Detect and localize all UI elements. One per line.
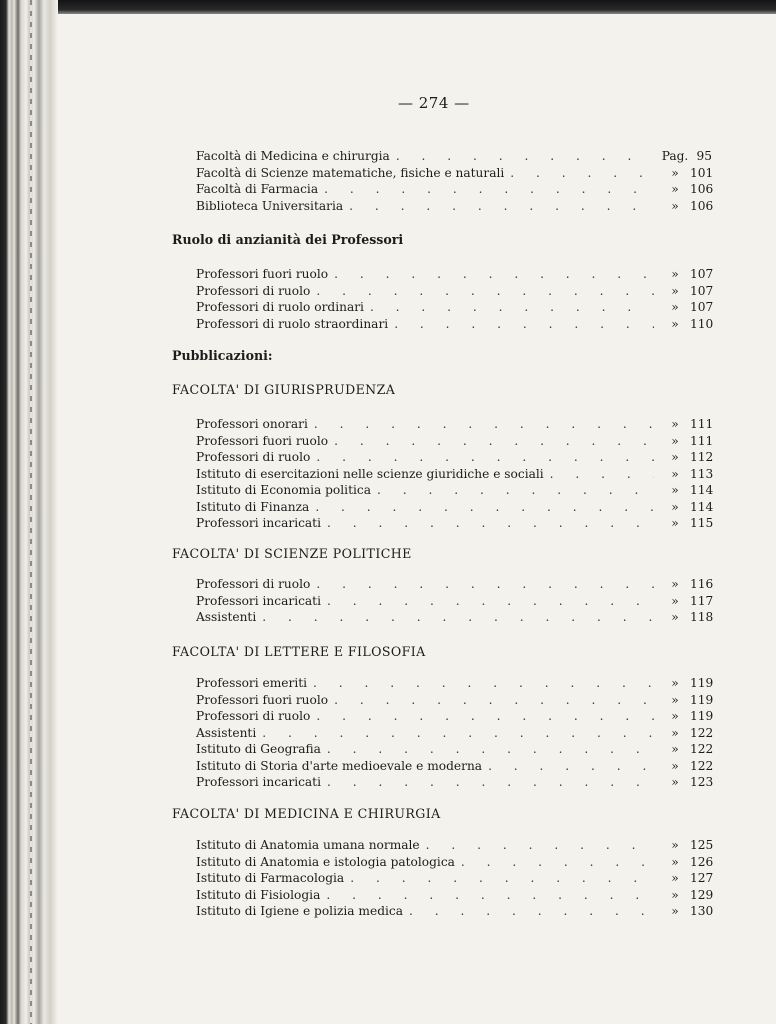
toc-entry-page-marker: »	[671, 316, 679, 331]
dot-leader	[426, 837, 654, 853]
toc-entry-page-number: 122	[690, 742, 714, 756]
toc-entry-page-marker: »	[671, 577, 679, 591]
dot-leader	[370, 299, 654, 315]
toc-entry-label: Istituto di Anatomia e istologia patologica	[196, 854, 455, 869]
toc-entry	[196, 758, 712, 774]
dot-leader	[326, 887, 654, 903]
section-heading: FACOLTA' DI GIURISPRUDENZA	[172, 382, 396, 397]
toc-entry	[196, 576, 712, 592]
dot-leader	[313, 675, 654, 691]
toc-entry-page-marker: »	[671, 758, 679, 773]
toc-entry-page-number: 127	[690, 871, 714, 885]
toc-entry-page-marker: »	[671, 610, 679, 624]
toc-entry-page-number: 130	[690, 904, 714, 918]
toc-entry-page-marker: »	[671, 283, 679, 298]
toc-entry-page-marker: »	[671, 300, 679, 314]
toc-entry-label: Istituto di Economia politica	[196, 483, 371, 497]
section-heading: Pubblicazioni:	[172, 348, 273, 363]
toc-entry-page-number: 110	[690, 316, 714, 331]
toc-entry-page-marker: »	[671, 871, 679, 885]
toc-entry-page-number: 116	[690, 577, 714, 591]
toc-entry-page-marker: »	[671, 165, 679, 180]
dot-leader	[550, 466, 654, 482]
toc-entry-page-marker: »	[671, 593, 679, 608]
toc-entry	[196, 774, 712, 790]
toc-entry-page-number: 119	[690, 709, 714, 723]
toc-entry	[196, 741, 712, 757]
document-page	[58, 14, 776, 1024]
toc-entry-page-number: 129	[690, 887, 714, 902]
toc-entry-page-number: 111	[690, 417, 714, 431]
toc-entry-page-number: 123	[690, 775, 714, 789]
toc-entry	[196, 499, 712, 515]
toc-entry-page-number: 119	[690, 692, 714, 707]
dot-leader	[327, 593, 654, 609]
toc-entry-page-number: 115	[690, 516, 714, 530]
toc-entry-label: Professori fuori ruolo	[196, 692, 329, 707]
toc-entry-label: Istituto di Farmacologia	[196, 871, 345, 885]
dot-leader	[349, 198, 654, 214]
dot-leader	[327, 741, 654, 757]
toc-entry-label: Professori di ruolo	[196, 283, 311, 298]
toc-entry-page-marker: »	[671, 676, 679, 690]
table-of-contents	[58, 14, 776, 1024]
toc-entry-page-marker: »	[671, 516, 679, 530]
dot-leader	[334, 266, 654, 282]
toc-entry-page-number: 112	[690, 450, 714, 464]
toc-entry-label: Professori incaricati	[196, 593, 321, 608]
toc-entry-label: Facoltà di Medicina e chirurgia	[196, 149, 390, 163]
dot-leader	[461, 854, 654, 870]
toc-entry-page-marker: »	[671, 198, 679, 213]
toc-entry-label: Istituto di Igiene e polizia medica	[196, 904, 403, 918]
toc-entry	[196, 266, 712, 282]
toc-entry-page-number: 119	[690, 676, 714, 690]
toc-entry-page-number: 107	[690, 283, 714, 298]
toc-entry-label: Istituto di esercitazioni nelle scienze giuridiche e sociali	[196, 466, 544, 481]
dot-leader	[350, 870, 654, 886]
toc-entry-label: Professori di ruolo straordinari	[196, 316, 389, 331]
toc-entry-label: Istituto di Finanza	[196, 499, 310, 514]
toc-entry-label: Istituto di Geografia	[196, 742, 321, 756]
toc-entry-label: Professori di ruolo	[196, 450, 311, 464]
toc-entry-page-number: 122	[690, 758, 714, 773]
dot-leader	[324, 181, 654, 197]
toc-entry-label: Professori di ruolo ordinari	[196, 300, 364, 314]
toc-entry	[196, 903, 712, 919]
toc-entry	[196, 299, 712, 315]
toc-entry	[196, 692, 712, 708]
toc-entry-label: Istituto di Storia d'arte medioevale e moderna	[196, 758, 483, 773]
toc-entry	[196, 482, 712, 498]
toc-entry-page-number: 114	[690, 483, 714, 497]
toc-entry-page-marker: »	[671, 725, 679, 740]
toc-entry	[196, 449, 712, 465]
toc-entry-label: Biblioteca Universitaria	[196, 198, 344, 213]
toc-entry	[196, 283, 712, 299]
toc-entry-label: Istituto di Anatomia umana normale	[196, 838, 420, 852]
toc-entry-page-number: 106	[690, 182, 714, 196]
toc-entry-page-marker: »	[671, 742, 679, 756]
section-heading: FACOLTA' DI MEDICINA E CHIRURGIA	[172, 806, 441, 821]
toc-entry-page-marker: »	[671, 499, 679, 514]
toc-entry-page-number: 125	[690, 838, 714, 852]
dot-leader	[316, 708, 654, 724]
toc-entry-page-marker: »	[671, 887, 679, 902]
toc-entry-page-number: 95	[696, 149, 712, 163]
toc-entry-label: Professori emeriti	[196, 676, 308, 690]
toc-entry-page-marker: »	[671, 854, 679, 869]
toc-entry	[196, 433, 712, 449]
dot-leader	[334, 433, 654, 449]
toc-entry-label: Professori di ruolo	[196, 709, 311, 723]
section-heading: Ruolo di anzianità dei Professori	[172, 232, 404, 247]
toc-entry	[196, 609, 712, 625]
dot-leader	[262, 725, 654, 741]
dot-leader	[409, 903, 654, 919]
toc-entry-page-number: 106	[690, 198, 714, 213]
toc-entry-page-number: 118	[690, 610, 714, 624]
toc-entry	[196, 870, 712, 886]
toc-entry-label: Assistenti	[196, 610, 257, 624]
toc-entry	[196, 675, 712, 691]
dot-leader	[314, 416, 654, 432]
toc-entry-page-number: 101	[690, 165, 714, 180]
section-heading: FACOLTA' DI SCIENZE POLITICHE	[172, 546, 412, 561]
toc-entry-page-number: 107	[690, 300, 714, 314]
toc-entry-page-marker: »	[671, 692, 679, 707]
toc-entry-page-number: 113	[690, 466, 714, 481]
toc-entry	[196, 148, 712, 164]
toc-entry-page-marker: »	[671, 838, 679, 852]
dot-leader	[394, 316, 654, 332]
dot-leader	[316, 449, 654, 465]
dot-leader	[488, 758, 654, 774]
toc-entry	[196, 416, 712, 432]
toc-entry	[196, 165, 712, 181]
toc-entry-page-marker: »	[671, 904, 679, 918]
dot-leader	[327, 774, 654, 790]
toc-entry-page-marker: »	[671, 466, 679, 481]
toc-entry-page-marker: »	[671, 417, 679, 431]
toc-entry	[196, 316, 712, 332]
toc-entry-page-marker: »	[671, 450, 679, 464]
toc-entry	[196, 708, 712, 724]
toc-entry-label: Professori di ruolo	[196, 577, 311, 591]
toc-entry	[196, 854, 712, 870]
toc-entry-page-marker: »	[671, 267, 679, 281]
toc-entry	[196, 198, 712, 214]
toc-entry-page-marker: »	[671, 775, 679, 789]
toc-entry	[196, 466, 712, 482]
toc-entry-label: Assistenti	[196, 725, 257, 740]
toc-entry	[196, 837, 712, 853]
dot-leader	[396, 148, 654, 164]
toc-entry	[196, 181, 712, 197]
toc-entry-label: Professori incaricati	[196, 516, 321, 530]
section-heading: FACOLTA' DI LETTERE E FILOSOFIA	[172, 644, 426, 659]
toc-entry-label: Professori fuori ruolo	[196, 267, 329, 281]
toc-entry-page-number: 126	[690, 854, 714, 869]
toc-entry-page-marker: »	[671, 433, 679, 448]
toc-entry-page-marker: »	[671, 709, 679, 723]
toc-entry-page-marker: »	[671, 483, 679, 497]
toc-entry-page-marker: Pag.	[661, 149, 689, 163]
toc-entry-label: Professori onorari	[196, 417, 308, 431]
toc-entry	[196, 887, 712, 903]
page-number: — 274 —	[398, 94, 470, 112]
dot-leader	[327, 515, 654, 531]
toc-entry	[196, 593, 712, 609]
toc-entry-label: Facoltà di Scienze matematiche, fisiche e naturali	[196, 165, 505, 180]
toc-entry-label: Professori fuori ruolo	[196, 433, 329, 448]
scan-edge-top	[0, 0, 776, 14]
dot-leader	[262, 609, 654, 625]
toc-entry-page-number: 107	[690, 267, 714, 281]
toc-entry	[196, 725, 712, 741]
toc-entry-page-number: 114	[690, 499, 714, 514]
toc-entry	[196, 515, 712, 531]
toc-entry-page-number: 122	[690, 725, 714, 740]
book-binding-edge	[0, 0, 58, 1024]
dot-leader	[316, 576, 654, 592]
dot-leader	[316, 283, 654, 299]
toc-entry-page-number: 111	[690, 433, 714, 448]
dot-leader	[377, 482, 654, 498]
toc-entry-label: Professori incaricati	[196, 775, 321, 789]
toc-entry-label: Facoltà di Farmacia	[196, 182, 319, 196]
dot-leader	[315, 499, 654, 515]
dot-leader	[334, 692, 654, 708]
toc-entry-page-marker: »	[671, 182, 679, 196]
toc-entry-label: Istituto di Fisiologia	[196, 887, 321, 902]
toc-entry-page-number: 117	[690, 593, 714, 608]
dot-leader	[510, 165, 654, 181]
